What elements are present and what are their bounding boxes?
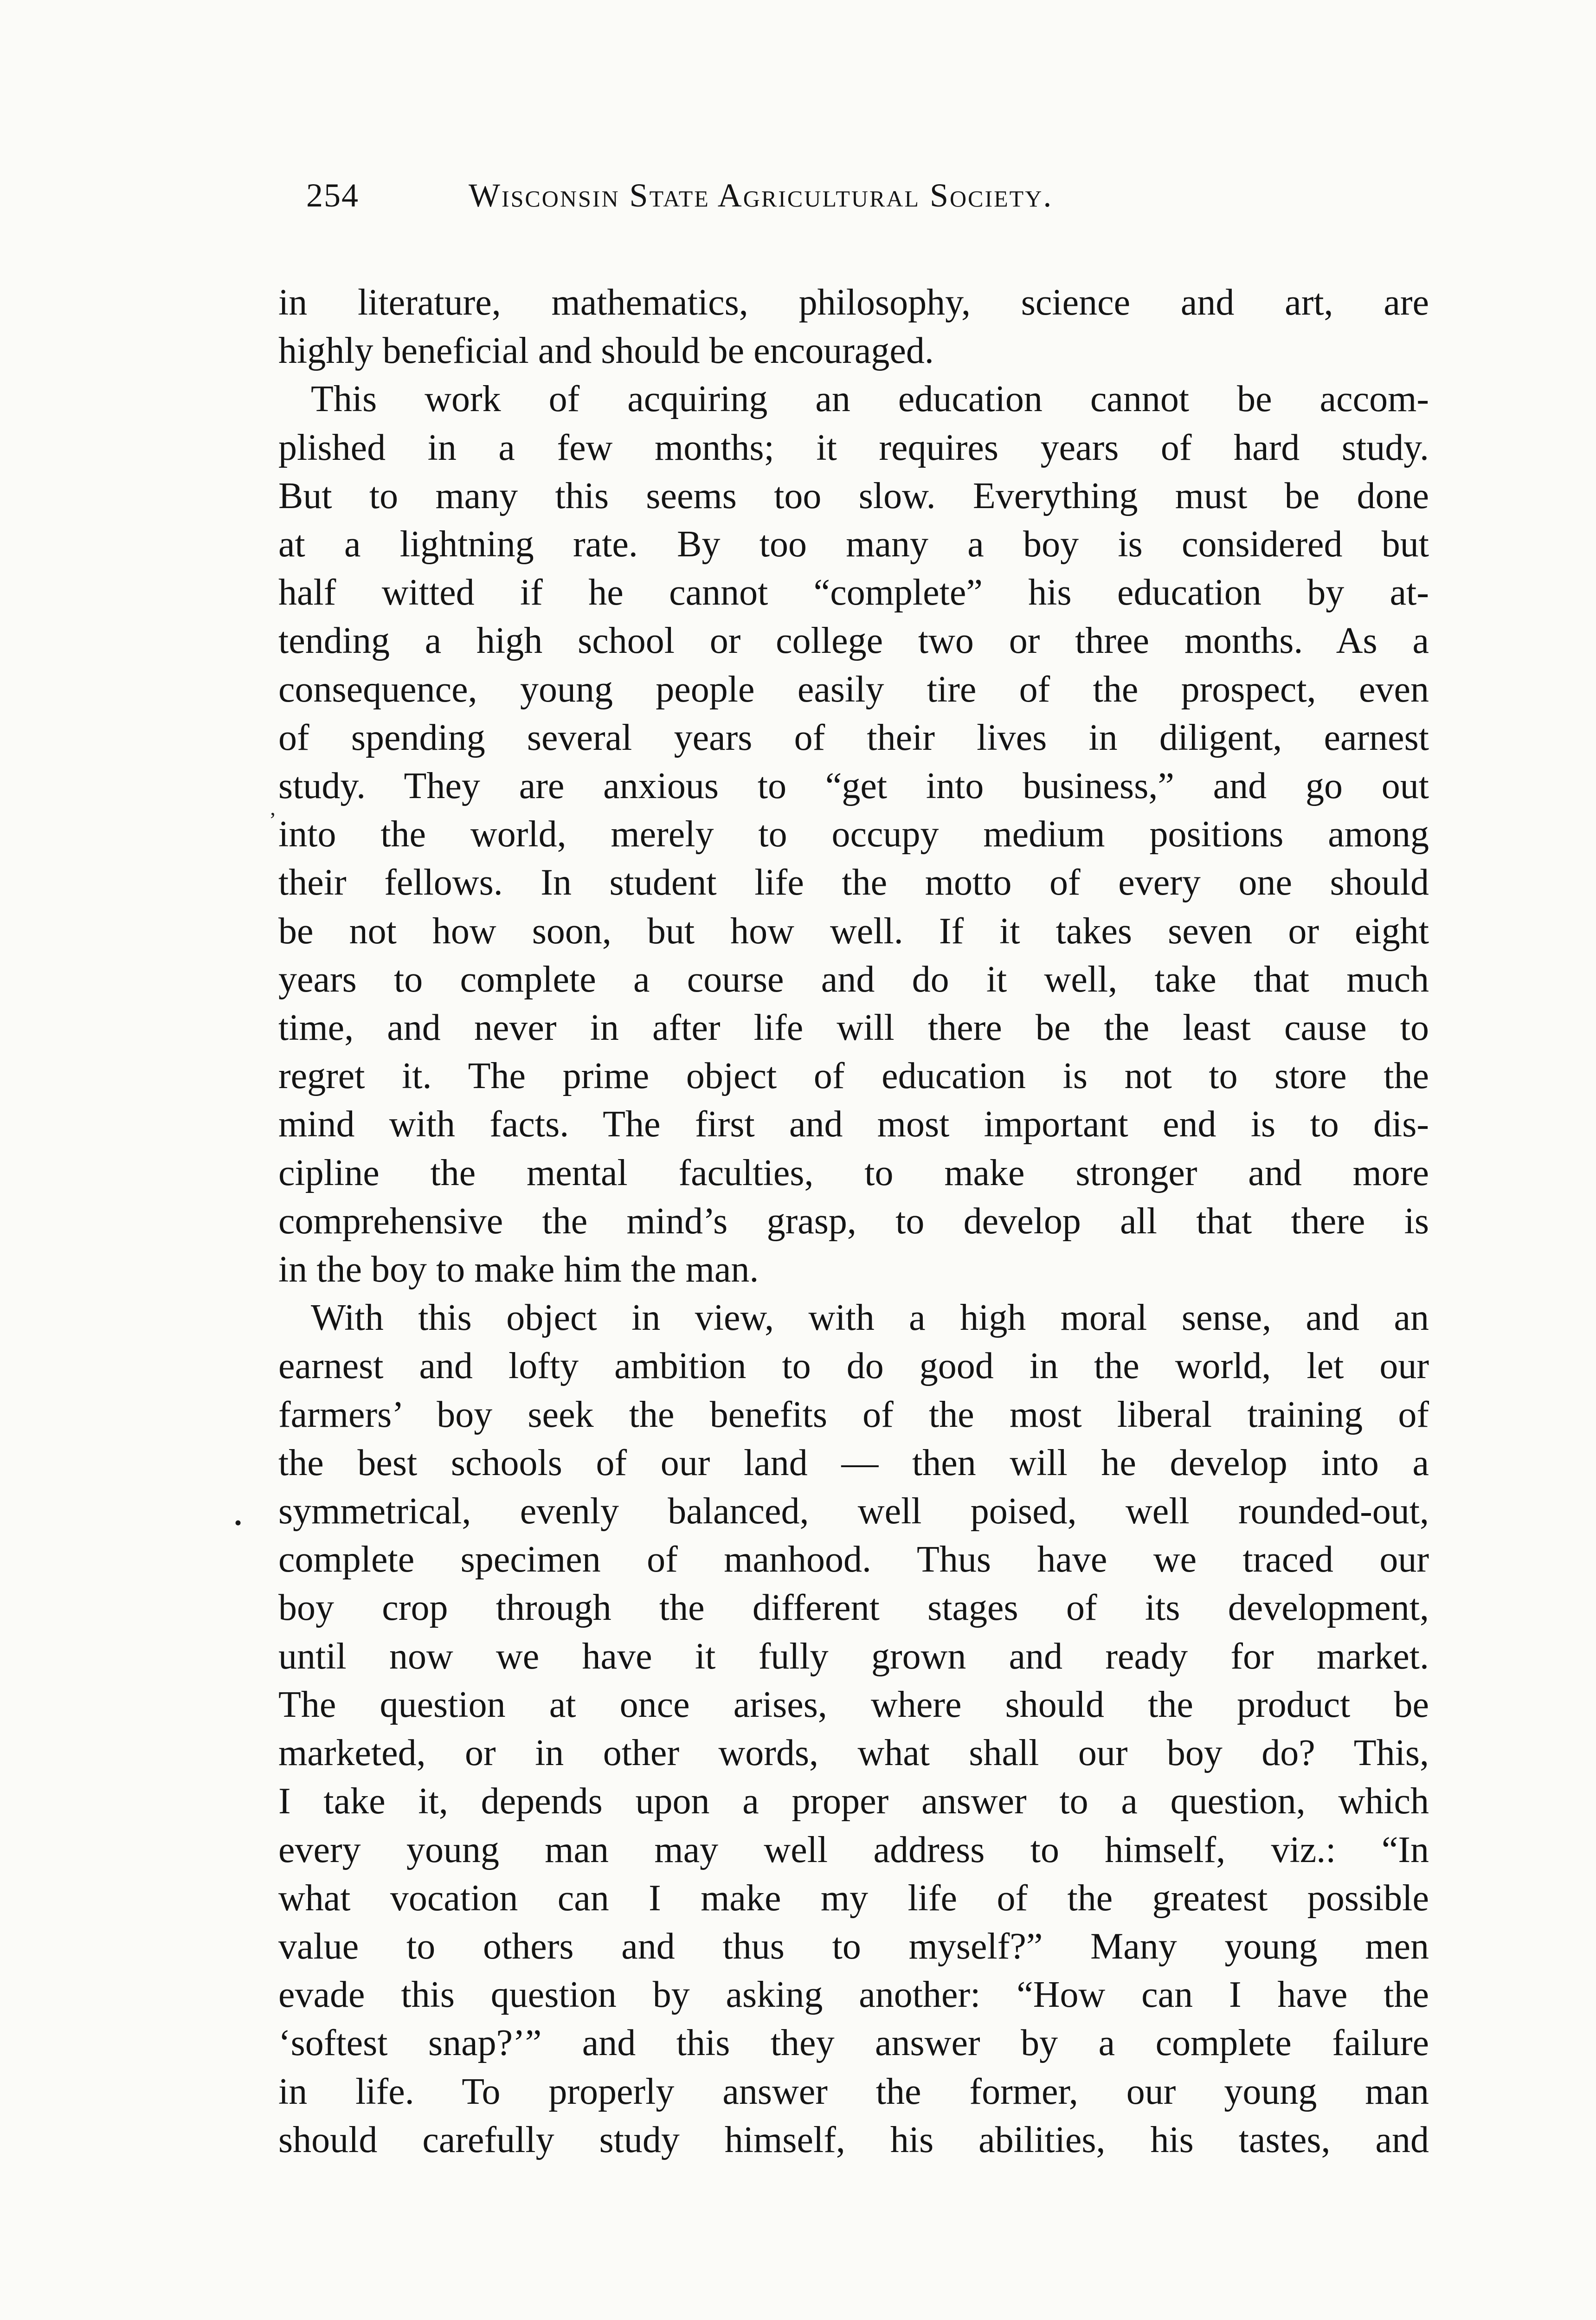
text-line: study. They are anxious to “get into business,” and go out [278, 766, 1429, 807]
text-line: This work of acquiring an education cannot be accom- [311, 379, 1429, 420]
text-line: The question at once arises, where should the product be [278, 1684, 1429, 1725]
text-line: into the world, merely to occupy medium positions among [278, 814, 1429, 855]
text-line: mind with facts. The first and most important end is to dis- [278, 1104, 1429, 1145]
text-line: evade this question by asking another: “How can I have the [278, 1974, 1429, 2016]
page-header [306, 176, 1290, 241]
text-line: consequence, young people easily tire of the prospect, even [278, 669, 1429, 710]
body-text [278, 278, 1429, 2164]
text-line: But to many this seems too slow. Everything must be done [278, 475, 1429, 516]
text-line: farmers’ boy seek the benefits of the most liberal training of [278, 1394, 1429, 1435]
text-line: regret it. The prime object of education is not to store the [278, 1056, 1429, 1097]
paragraph-vocation [278, 1294, 1429, 2164]
text-line: years to complete a course and do it well, take that much [278, 959, 1429, 1000]
text-line: marketed, or in other words, what shall our boy do? This, [278, 1733, 1429, 1774]
text-line: tending a high school or college two or three months. As a [278, 620, 1429, 662]
paragraph-education [278, 375, 1429, 1294]
text-line: every young man may well address to himself, viz.: “In [278, 1829, 1429, 1870]
text-line: the best schools of our land — then will he develop into a [278, 1442, 1429, 1483]
text-line: comprehensive the mind’s grasp, to develop all that there is [278, 1200, 1429, 1242]
text-line: in literature, mathematics, philosophy, science and art, are [278, 282, 1429, 323]
margin-dot-mark: • [234, 1511, 242, 1534]
text-line: I take it, depends upon a proper answer to a question, which [278, 1781, 1429, 1822]
page-number: 254 [306, 177, 359, 214]
text-line: should carefully study himself, his abilities, his tastes, and [278, 2119, 1429, 2160]
running-title: Wisconsin State Agricultural Society. [469, 177, 1053, 214]
text-line: With this object in view, with a high moral sense, and an [311, 1297, 1429, 1339]
margin-tick-mark: ’ [269, 808, 277, 831]
text-line: plished in a few months; it requires years of hard study. [278, 427, 1429, 468]
text-line: in life. To properly answer the former, our young man [278, 2071, 1429, 2112]
text-line: earnest and lofty ambition to do good in the world, let our [278, 1346, 1429, 1387]
text-line: boy crop through the different stages of its development, [278, 1587, 1429, 1629]
text-line: ‘softest snap?’” and this they answer by a complete failure [278, 2023, 1429, 2064]
text-line: value to others and thus to myself?” Many young men [278, 1926, 1429, 1967]
text-line: time, and never in after life will there be the least cause to [278, 1007, 1429, 1049]
text-line: what vocation can I make my life of the greatest possible [278, 1877, 1429, 1919]
paragraph-continuation [278, 278, 1429, 375]
text-line: until now we have it fully grown and ready for market. [278, 1636, 1429, 1677]
text-line: at a lightning rate. By too many a boy is considered but [278, 524, 1429, 565]
text-line: in the boy to make him the man. [278, 1249, 759, 1290]
text-line: of spending several years of their lives in diligent, earnest [278, 717, 1429, 758]
text-line: half witted if he cannot “complete” his education by at- [278, 572, 1429, 613]
text-line: cipline the mental faculties, to make stronger and more [278, 1152, 1429, 1193]
text-line: highly beneficial and should be encouraged. [278, 330, 934, 372]
text-line: complete specimen of manhood. Thus have we traced our [278, 1539, 1429, 1580]
text-line: symmetrical, evenly balanced, well poised, well rounded-out, [278, 1491, 1429, 1532]
text-line: their fellows. In student life the motto of every one should [278, 862, 1429, 903]
text-line: be not how soon, but how well. If it takes seven or eight [278, 910, 1429, 952]
